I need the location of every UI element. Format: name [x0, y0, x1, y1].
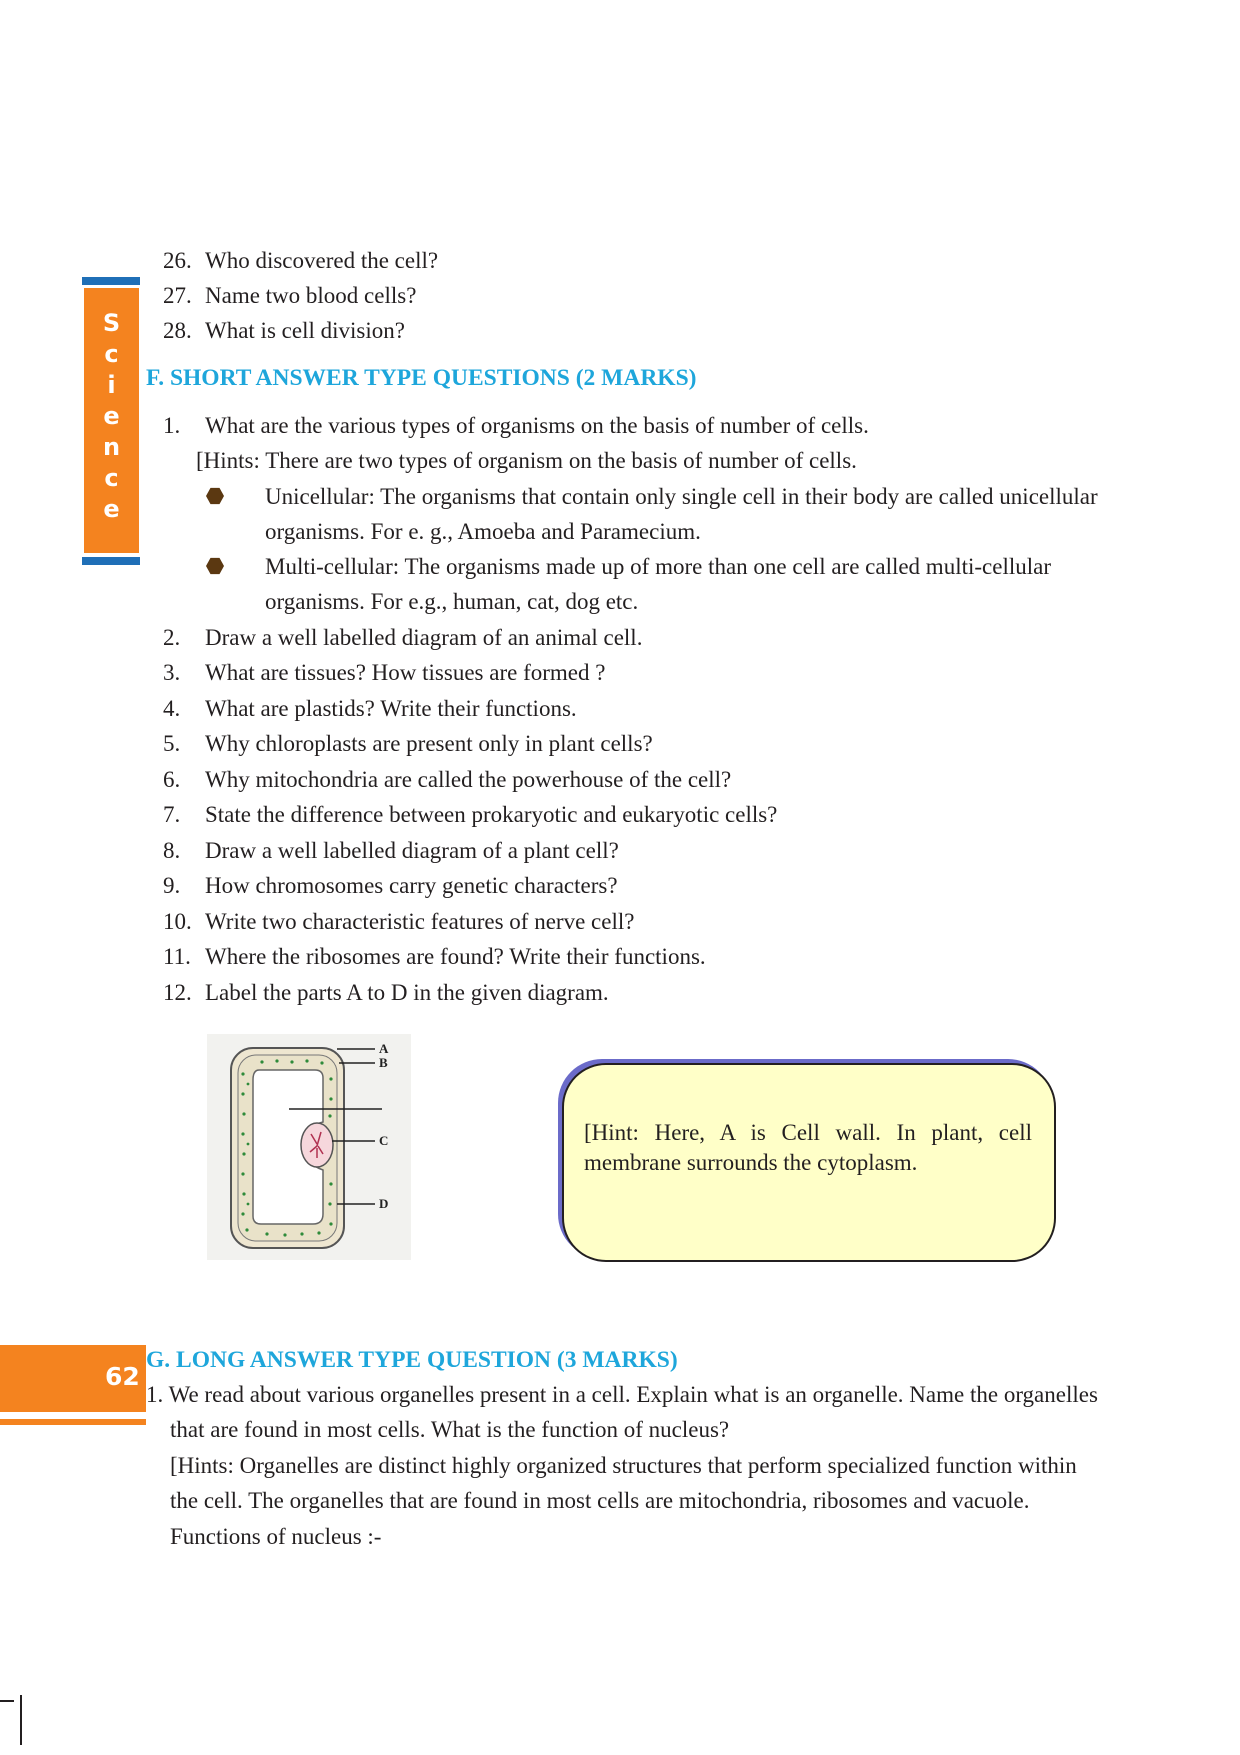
diagram-label: C: [379, 1133, 389, 1148]
plant-cell-diagram: [207, 1034, 411, 1260]
question-text: Draw a well labelled diagram of an animal cell.: [205, 625, 643, 650]
hint-callout-text: [Hint: Here, A is Cell wall. In plant, cell membrane surrounds the cytoplasm.: [584, 1120, 1032, 1175]
side-tab-letter: n: [102, 433, 121, 461]
question-number: 8.: [163, 838, 181, 863]
question-number: 26.: [163, 248, 192, 273]
question-number: 4.: [163, 696, 181, 721]
question-number: 3.: [163, 660, 181, 685]
question-number: 9.: [163, 873, 181, 898]
section-f-heading: F. SHORT ANSWER TYPE QUESTIONS (2 MARKS): [146, 365, 697, 391]
page-number: 62: [105, 1362, 140, 1391]
question-number: 11.: [163, 944, 191, 969]
question-text: Name two blood cells?: [205, 283, 417, 308]
side-tab-letter: i: [107, 371, 116, 399]
hexagon-bullet-icon: [206, 487, 224, 505]
question-number: 27.: [163, 283, 192, 308]
question-text: How chromosomes carry genetic characters?: [205, 873, 618, 898]
question-text: What are tissues? How tissues are formed ?: [205, 660, 606, 685]
question-number: 2.: [163, 625, 181, 650]
question-text: What are plastids? Write their functions.: [205, 696, 577, 721]
question-text: What is cell division?: [205, 318, 405, 343]
bullet-text: Unicellular: The organisms that contain only single cell in their body are called unicellular: [265, 484, 1098, 509]
question-text: Who discovered the cell?: [205, 248, 439, 273]
question-number: 6.: [163, 767, 181, 792]
bullet-text: organisms. For e.g., human, cat, dog etc.: [265, 589, 639, 614]
question-number: 5.: [163, 731, 181, 756]
body-line: that are found in most cells. What is the function of nucleus?: [170, 1417, 730, 1442]
side-tab-letter: e: [103, 495, 120, 523]
body-line: 1. We read about various organelles present in a cell. Explain what is an organelle. Name the organelles: [146, 1382, 1098, 1407]
hint-text: [Hints: There are two types of organism on the basis of number of cells.: [196, 448, 857, 473]
page-number-underline: [0, 1419, 146, 1425]
question-number: 7.: [163, 802, 181, 827]
side-tab-letter: c: [104, 464, 119, 492]
side-tab-letter: c: [104, 340, 119, 368]
question-number: 1.: [163, 413, 181, 438]
crop-mark: [20, 1695, 22, 1745]
question-text: Why chloroplasts are present only in plant cells?: [205, 731, 653, 756]
question-text: Draw a well labelled diagram of a plant cell?: [205, 838, 619, 863]
body-line: [Hints: Organelles are distinct highly organized structures that perform specialized function within: [170, 1453, 1077, 1478]
crop-mark: [0, 1700, 14, 1702]
side-tab-letter: e: [103, 402, 120, 430]
diagram-label: B: [379, 1055, 388, 1070]
hexagon-bullet-icon: [206, 557, 224, 575]
side-tab-top-bar: [82, 277, 140, 285]
body-line: the cell. The organelles that are found in most cells are mitochondria, ribosomes and vacuole.: [170, 1488, 1030, 1513]
body-line: Functions of nucleus :-: [170, 1524, 382, 1549]
question-number: 12.: [163, 980, 192, 1005]
side-tab-label: [84, 308, 139, 525]
side-tab-bottom-bar: [82, 557, 140, 565]
question-number: 10.: [163, 909, 192, 934]
diagram-label: A: [379, 1041, 389, 1056]
question-text: What are the various types of organisms on the basis of number of cells.: [205, 413, 869, 438]
diagram-label: D: [379, 1196, 389, 1211]
bullet-text: organisms. For e. g., Amoeba and Paramecium.: [265, 519, 701, 544]
question-text: Why mitochondria are called the powerhouse of the cell?: [205, 767, 732, 792]
side-tab-letter: S: [102, 309, 121, 337]
bullet-text: Multi-cellular: The organisms made up of more than one cell are called multi-cellular: [265, 554, 1051, 579]
question-text: Where the ribosomes are found? Write their functions.: [205, 944, 706, 969]
question-number: 28.: [163, 318, 192, 343]
question-text: Label the parts A to D in the given diagram.: [205, 980, 609, 1005]
section-g-heading: G. LONG ANSWER TYPE QUESTION (3 MARKS): [146, 1347, 678, 1373]
question-text: State the difference between prokaryotic and eukaryotic cells?: [205, 802, 778, 827]
question-text: Write two characteristic features of nerve cell?: [205, 909, 635, 934]
